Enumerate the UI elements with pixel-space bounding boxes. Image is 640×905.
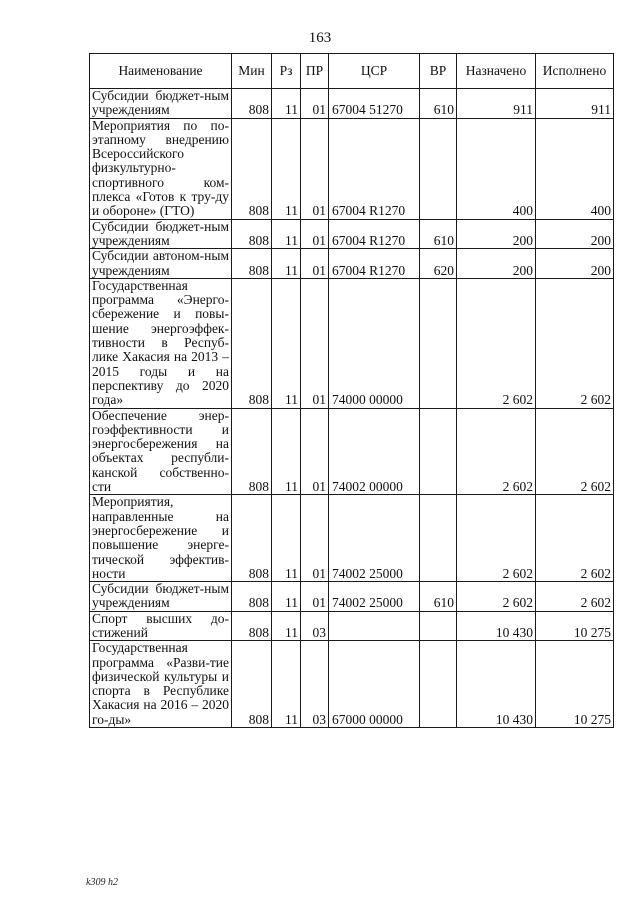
- row-name: Государственная программа «Энерго-сбережение и повы-шение энергоэффек-тивности в Респуб-лике Хакасия на 2013 – 2015 годы и на перспективу до 2020 года»: [90, 278, 232, 408]
- row-executed: 10 275: [536, 641, 614, 728]
- row-pr: 01: [301, 582, 329, 612]
- row-vr: [420, 278, 457, 408]
- row-rz: 11: [272, 408, 301, 495]
- row-rz: 11: [272, 611, 301, 641]
- table-row: [90, 582, 614, 612]
- row-csr: 67004 R1270: [329, 219, 420, 249]
- row-min: 808: [232, 219, 272, 249]
- table-row: [90, 278, 614, 408]
- row-vr: [420, 408, 457, 495]
- header-csr: ЦСР: [329, 54, 420, 89]
- row-pr: 01: [301, 495, 329, 582]
- row-executed: 400: [536, 118, 614, 219]
- row-pr: 01: [301, 408, 329, 495]
- row-assigned: 911: [457, 89, 536, 119]
- row-pr: 01: [301, 89, 329, 119]
- row-csr: 67004 R1270: [329, 118, 420, 219]
- row-assigned: 10 430: [457, 611, 536, 641]
- row-vr: 610: [420, 582, 457, 612]
- row-rz: 11: [272, 118, 301, 219]
- row-name: Субсидии бюджет-ным учреждениям: [90, 219, 232, 249]
- row-min: 808: [232, 641, 272, 728]
- row-executed: 10 275: [536, 611, 614, 641]
- row-pr: 01: [301, 278, 329, 408]
- row-rz: 11: [272, 89, 301, 119]
- table-row: [90, 89, 614, 119]
- row-executed: 2 602: [536, 582, 614, 612]
- row-assigned: 2 602: [457, 495, 536, 582]
- table-row: [90, 249, 614, 279]
- row-executed: 2 602: [536, 278, 614, 408]
- row-executed: 200: [536, 249, 614, 279]
- header-executed: Исполнено: [536, 54, 614, 89]
- table-row: [90, 118, 614, 219]
- row-name: Государственная программа «Разви-тие физической культуры и спорта в Республике Хакасия на 2016 – 2020 го-ды»: [90, 641, 232, 728]
- row-csr: 74002 00000: [329, 408, 420, 495]
- row-name: Мероприятия по по-этапному внедрению Всероссийского физкультурно-спортивного ком-плекса «Готов к тру-ду и обороне» (ГТО): [90, 118, 232, 219]
- row-min: 808: [232, 118, 272, 219]
- header-pr: ПР: [301, 54, 329, 89]
- row-csr: 67004 51270: [329, 89, 420, 119]
- row-rz: 11: [272, 582, 301, 612]
- row-vr: [420, 118, 457, 219]
- row-vr: 620: [420, 249, 457, 279]
- row-assigned: 2 602: [457, 408, 536, 495]
- row-min: 808: [232, 249, 272, 279]
- row-executed: 2 602: [536, 408, 614, 495]
- row-vr: [420, 641, 457, 728]
- row-executed: 200: [536, 219, 614, 249]
- row-csr: 74002 25000: [329, 582, 420, 612]
- header-assigned: Назначено: [457, 54, 536, 89]
- budget-table: [89, 53, 614, 728]
- table-header-row: [90, 54, 614, 89]
- row-vr: [420, 611, 457, 641]
- row-min: 808: [232, 582, 272, 612]
- row-assigned: 200: [457, 249, 536, 279]
- header-vr: ВР: [420, 54, 457, 89]
- table-row: [90, 495, 614, 582]
- row-csr: 74000 00000: [329, 278, 420, 408]
- row-rz: 11: [272, 249, 301, 279]
- row-assigned: 400: [457, 118, 536, 219]
- row-pr: 01: [301, 249, 329, 279]
- row-assigned: 200: [457, 219, 536, 249]
- row-executed: 911: [536, 89, 614, 119]
- row-min: 808: [232, 278, 272, 408]
- row-csr: 74002 25000: [329, 495, 420, 582]
- row-pr: 01: [301, 118, 329, 219]
- row-csr: 67004 R1270: [329, 249, 420, 279]
- row-pr: 03: [301, 641, 329, 728]
- row-pr: 01: [301, 219, 329, 249]
- row-min: 808: [232, 611, 272, 641]
- row-pr: 03: [301, 611, 329, 641]
- row-assigned: 2 602: [457, 582, 536, 612]
- row-min: 808: [232, 495, 272, 582]
- header-name: Наименование: [90, 54, 232, 89]
- row-assigned: 10 430: [457, 641, 536, 728]
- row-assigned: 2 602: [457, 278, 536, 408]
- row-name: Субсидии бюджет-ным учреждениям: [90, 89, 232, 119]
- row-name: Субсидии автоном-ным учреждениям: [90, 249, 232, 279]
- row-min: 808: [232, 408, 272, 495]
- table-row: [90, 641, 614, 728]
- row-vr: [420, 495, 457, 582]
- table-row: [90, 408, 614, 495]
- table-row: [90, 611, 614, 641]
- footer-code: k309 h2: [86, 877, 118, 888]
- row-csr: 67000 00000: [329, 641, 420, 728]
- header-min: Мин: [232, 54, 272, 89]
- page-number: 163: [308, 30, 332, 46]
- row-rz: 11: [272, 641, 301, 728]
- row-name: Спорт высших до-стижений: [90, 611, 232, 641]
- table-row: [90, 219, 614, 249]
- row-min: 808: [232, 89, 272, 119]
- header-rz: Рз: [272, 54, 301, 89]
- row-name: Мероприятия, направленные на энергосбережение и повышение энерге-тической эффектив-ности: [90, 495, 232, 582]
- row-rz: 11: [272, 219, 301, 249]
- row-name: Обеспечение энер-гоэффективности и энергосбережения на объектах республи-канской собственно-сти: [90, 408, 232, 495]
- row-rz: 11: [272, 278, 301, 408]
- row-csr: [329, 611, 420, 641]
- row-executed: 2 602: [536, 495, 614, 582]
- row-rz: 11: [272, 495, 301, 582]
- row-vr: 610: [420, 89, 457, 119]
- row-name: Субсидии бюджет-ным учреждениям: [90, 582, 232, 612]
- row-vr: 610: [420, 219, 457, 249]
